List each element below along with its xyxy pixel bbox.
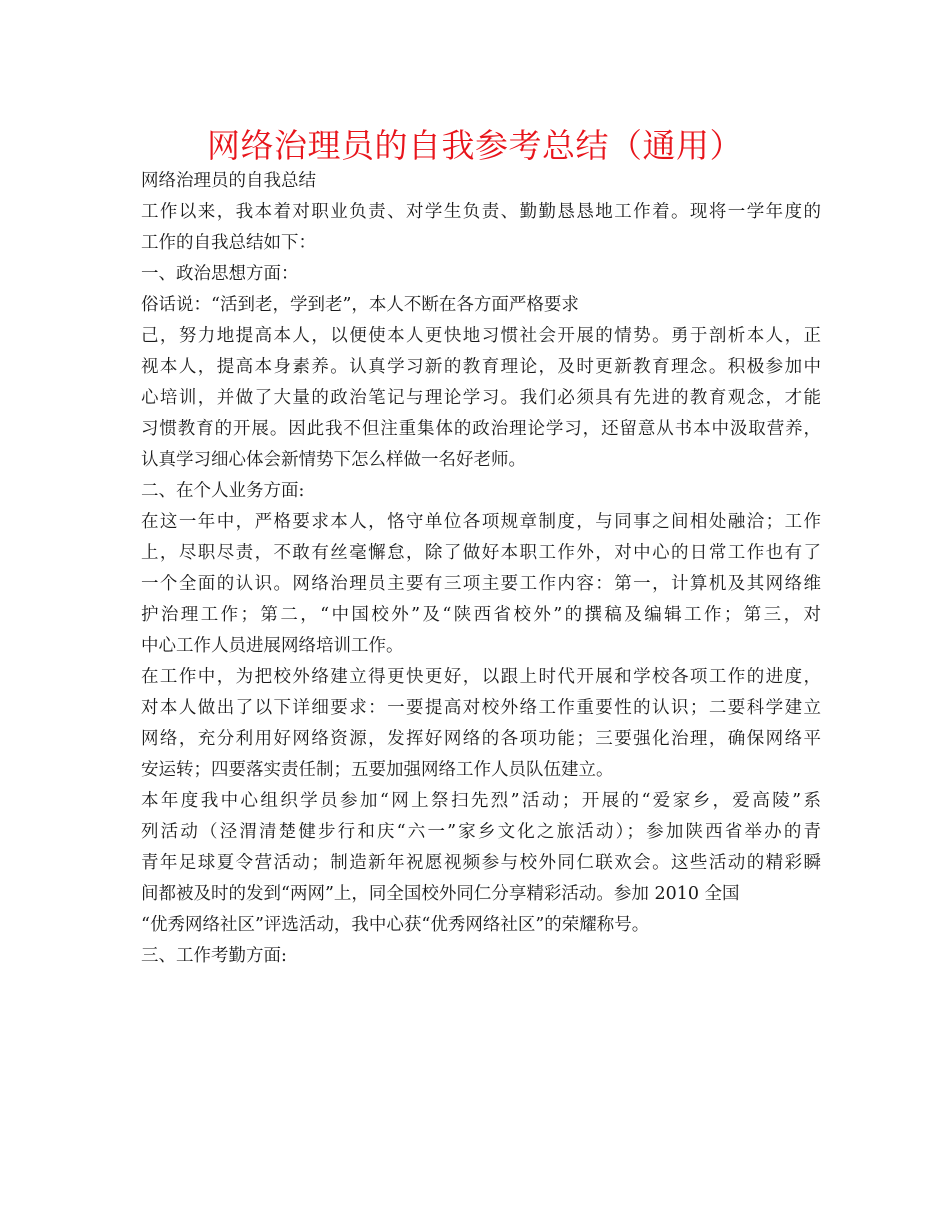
paragraph-line: 列活动（泾渭清楚健步行和庆“六一”家乡文化之旅活动）；参加陕西省举办的青: [141, 822, 821, 842]
paragraph-line: 认真学习细心体会新情势下怎么样做一名好老师。: [141, 450, 526, 470]
paragraph-line: 在这一年中，严格要求本人，恪守单位各项规章制度，与同事之间相处融洽；工作: [141, 512, 821, 532]
paragraph-line: 安运转；四要落实责任制；五要加强网络工作人员队伍建立。: [141, 760, 614, 780]
paragraph-line: 三、工作考勤方面:: [141, 946, 287, 966]
paragraph-line: 一、政治思想方面：: [141, 264, 299, 284]
document-title: 网络治理员的自我参考总结（通用）: [207, 126, 743, 165]
paragraph-line: 对本人做出了以下详细要求：一要提高对校外络工作重要性的认识；二要科学建立: [141, 698, 821, 718]
paragraph-line: 在工作中，为把校外络建立得更快更好，以跟上时代开展和学校各项工作的进度，: [141, 667, 821, 687]
paragraph-line: 视本人，提高本身素养。认真学习新的教育理论，及时更新教育理念。积极参加中: [141, 357, 821, 377]
document-body: [141, 166, 821, 972]
paragraph-line: 护治理工作；第二，“中国校外”及“陕西省校外”的撰稿及编辑工作；第三，对: [141, 605, 821, 625]
paragraph-line: 工作的自我总结如下：: [141, 233, 316, 253]
paragraph-line: 心培训，并做了大量的政治笔记与理论学习。我们必须具有先进的教育观念，才能: [141, 388, 821, 408]
paragraph-line: 网络，充分利用好网络资源，发挥好网络的各项功能；三要强化治理，确保网络平: [141, 729, 821, 749]
paragraph-line: 二、在个人业务方面:: [141, 481, 305, 501]
paragraph-line: 间都被及时的发到“两网”上，同全国校外同仁分享精彩活动。参加 2010 全国: [141, 884, 740, 904]
paragraph-line: 习惯教育的开展。因此我不但注重集体的政治理论学习，还留意从书本中汲取营养，: [141, 419, 821, 439]
paragraph-line: 工作以来，我本着对职业负责、对学生负责、勤勤恳恳地工作着。现将一学年度的: [141, 202, 821, 222]
paragraph-line: 上，尽职尽责，不敢有丝毫懈怠，除了做好本职工作外，对中心的日常工作也有了: [141, 543, 821, 563]
paragraph-line: 己，努力地提高本人，以便使本人更快地习惯社会开展的情势。勇于剖析本人，正: [141, 326, 821, 346]
paragraph-line: “优秀网络社区”评选活动，我中心获“优秀网络社区”的荣耀称号。: [141, 915, 650, 935]
paragraph-line: 青年足球夏令营活动；制造新年祝愿视频参与校外同仁联欢会。这些活动的精彩瞬: [141, 853, 821, 873]
paragraph-line: 一个全面的认识。网络治理员主要有三项主要工作内容：第一，计算机及其网络维: [141, 574, 821, 594]
paragraph-line: 俗话说：“活到老，学到老”，本人不断在各方面严格要求: [141, 295, 579, 315]
paragraph-line: 本年度我中心组织学员参加“网上祭扫先烈”活动；开展的“爱家乡，爱高陵”系: [141, 791, 821, 811]
paragraph-line: 中心工作人员进展网络培训工作。: [141, 636, 404, 656]
paragraph-line: 网络治理员的自我总结: [141, 171, 316, 191]
